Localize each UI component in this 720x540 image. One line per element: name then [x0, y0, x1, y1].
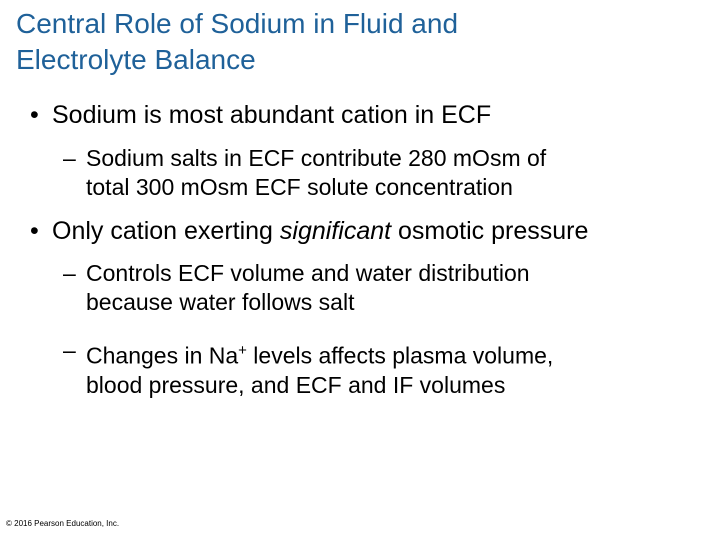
bullet-sodium-abundant [30, 100, 710, 130]
slide-title-line-1: Central Role of Sodium in Fluid and [16, 8, 459, 39]
bullet-marker: • [30, 217, 39, 245]
bullet-text-before: Only cation exerting [52, 217, 280, 245]
bullet-text: Sodium is most abundant cation in ECF [52, 101, 492, 129]
sodium-charge-superscript: + [238, 342, 247, 359]
bullet-marker: • [30, 101, 39, 129]
bullet-only-cation [30, 216, 710, 246]
copyright-footer: © 2016 Pearson Education, Inc. [6, 519, 120, 528]
sub-bullet-sodium-changes [63, 336, 703, 400]
sub-bullet-line-1: Sodium salts in ECF contribute 280 mOsm of [86, 145, 547, 171]
sub-bullet-line-1-after: levels affects plasma volume, [246, 342, 554, 369]
slide-title-line-2: Electrolyte Balance [16, 44, 256, 75]
sub-bullet-line-1 [63, 336, 703, 371]
sub-bullet-line-1-before: Changes in Na [86, 342, 239, 369]
sub-bullet-line-2: blood pressure, and ECF and IF volumes [86, 371, 506, 398]
sub-bullet-marker: – [63, 145, 76, 171]
sub-bullet-line-2: total 300 mOsm ECF solute concentration [86, 174, 513, 200]
bullet-text [52, 216, 588, 246]
sub-bullet-marker: – [63, 337, 76, 363]
sub-bullet-controls-ecf [63, 259, 703, 317]
bullet-text-emphasis: significant [279, 217, 392, 245]
sub-bullet-sodium-salts [63, 144, 703, 202]
bullet-text-after: osmotic pressure [391, 217, 589, 245]
sub-bullet-marker: – [63, 260, 76, 286]
slide-title [16, 6, 696, 78]
sub-bullet-line-1: Controls ECF volume and water distribution [86, 260, 530, 286]
sub-bullet-line-2: because water follows salt [86, 289, 355, 315]
